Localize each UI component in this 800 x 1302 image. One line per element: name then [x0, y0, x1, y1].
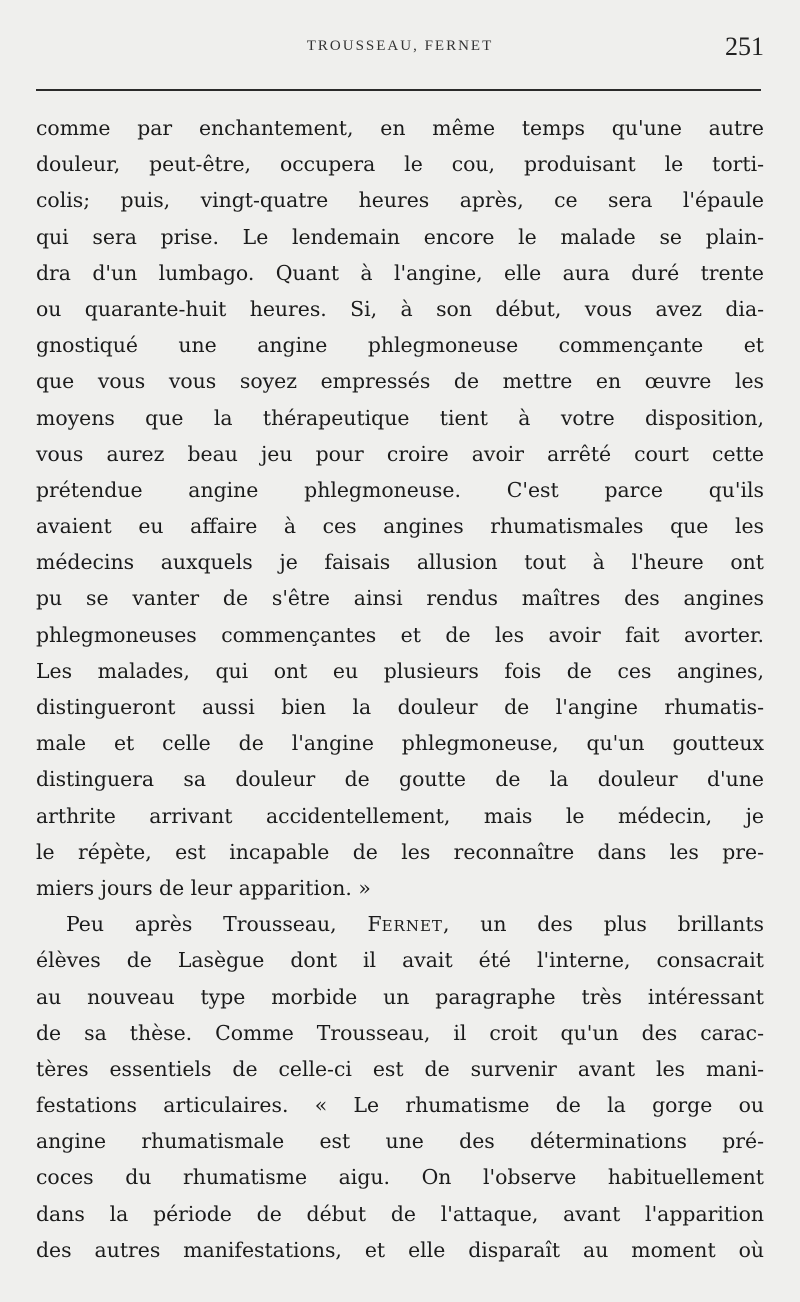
text-line: distinguera sa douleur de goutte de la douleur d'une	[36, 767, 764, 792]
text-line: le répète, est incapable de les reconnaître dans les pre-	[36, 839, 764, 864]
text-line: prétendue angine phlegmoneuse. C'est parce qu'ils	[36, 477, 764, 502]
text-line: arthrite arrivant accidentellement, mais le médecin, je	[36, 803, 764, 828]
text-line: Les malades, qui ont eu plusieurs fois de ces angines,	[36, 658, 764, 683]
text-line: avaient eu affaire à ces angines rhumatismales que les	[36, 514, 764, 539]
text-line: qui sera prise. Le lendemain encore le malade se plain-	[36, 224, 764, 249]
text-line: dans la période de début de l'attaque, avant l'apparition	[36, 1201, 764, 1226]
page-header	[36, 30, 764, 70]
author-name-initial: F	[367, 912, 382, 937]
text-line: de sa thèse. Comme Trousseau, il croit qu'un des carac-	[36, 1020, 764, 1045]
paragraph-quote-continuation	[36, 110, 764, 906]
text-line: pu se vanter de s'être ainsi rendus maîtres des angines	[36, 586, 764, 611]
text-line: gnostiqué une angine phlegmoneuse commençante et	[36, 333, 764, 358]
header-rule	[36, 89, 761, 91]
text-line: tères essentiels de celle-ci est de survenir avant les mani-	[36, 1056, 764, 1081]
text-line: phlegmoneuses commençantes et de les avoir fait avorter.	[36, 622, 764, 647]
text-line: ou quarante-huit heures. Si, à son début, vous avez dia-	[36, 296, 764, 321]
text-line: vous aurez beau jeu pour croire avoir arrêté court cette	[36, 441, 764, 466]
text-line: dra d'un lumbago. Quant à l'angine, elle aura duré trente	[36, 260, 764, 285]
text-line: élèves de Lasègue dont il avait été l'interne, consacrait	[36, 948, 764, 973]
text-fragment: , un des plus brillants	[442, 912, 764, 937]
text-line: des autres manifestations, et elle disparaît au moment où	[36, 1237, 764, 1262]
text-line: colis; puis, vingt-quatre heures après, ce sera l'épaule	[36, 188, 764, 213]
text-line: distingueront aussi bien la douleur de l'angine rhumatis-	[36, 695, 764, 719]
text-line: comme par enchantement, en même temps qu'une autre	[36, 116, 764, 140]
text-line: que vous vous soyez empressés de mettre en œuvre les	[36, 369, 764, 394]
page-number: 251	[725, 32, 764, 61]
running-title: TROUSSEAU, FERNET	[306, 38, 494, 54]
text-fragment: Peu après Trousseau,	[66, 912, 368, 937]
text-line: angine rhumatismale est une des déterminations pré-	[36, 1129, 764, 1154]
paragraph-fernet	[36, 906, 764, 1268]
text-line: miers jours de leur apparition. »	[36, 875, 371, 900]
text-line: coces du rhumatisme aigu. On l'observe habituellement	[36, 1165, 764, 1190]
text-line: douleur, peut-être, occupera le cou, produisant le torti-	[36, 152, 764, 177]
text-line: moyens que la thérapeutique tient à votre disposition,	[36, 405, 764, 430]
text-line: festations articulaires. « Le rhumatisme de la gorge ou	[36, 1093, 764, 1118]
body-text	[36, 110, 764, 1268]
text-line: au nouveau type morbide un paragraphe très intéressant	[36, 984, 764, 1009]
author-name	[367, 912, 442, 936]
author-name-smallcaps: ERNET	[381, 917, 443, 936]
text-line	[36, 906, 764, 942]
text-line: male et celle de l'angine phlegmoneuse, qu'un goutteux	[36, 731, 764, 756]
text-line: médecins auxquels je faisais allusion tout à l'heure ont	[36, 550, 764, 575]
